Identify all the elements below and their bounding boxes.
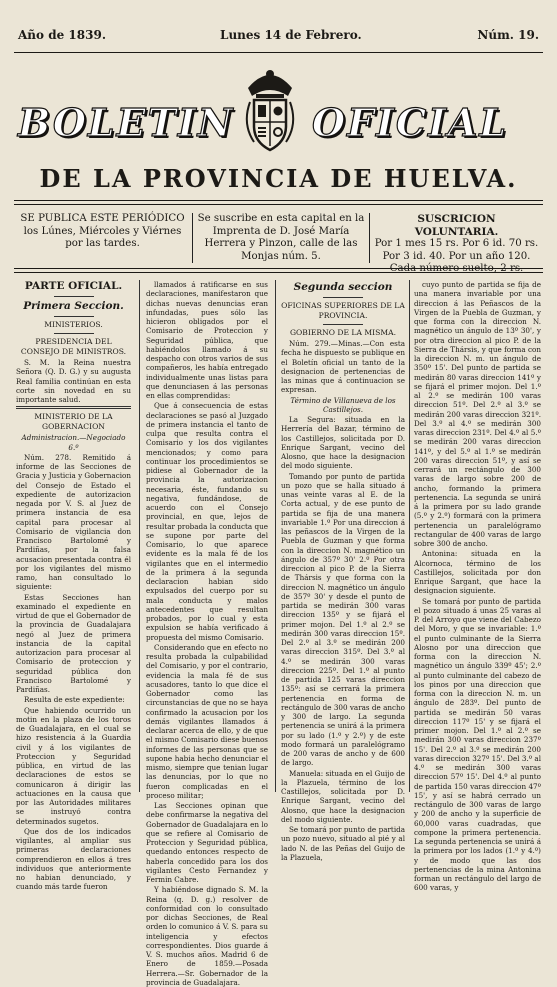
section-heading-second: Segunda seccion: [293, 281, 393, 293]
header-rule: [14, 52, 543, 53]
paragraph: Se tomará por punto de partida el pozo situado á unas 25 varas al P. del Arroyo que viene del Cabezo del Moro, y que se invariable: 1.º el punto culminante de la Sierra Alosno por una direccion que forma con la direccion N. magnético un ángulo 339º 45'; 2.º al punto culminante del cabezo de los pinos por una direccion que forma con la direccion N. m. un ángulo de 283º. Del punto de partida se medirán 50 varas direccion 117º 15' y se fijará el primer mojon. Del 1.º al 2.º se medirán 300 varas direccion 237º 15'. Del 2.º al 3.º se medirán 200 varas direccion 327º 15'. Del 3.º al 4.º se medirán 300 varas direccion 57º 15'. Del 4.º al punto de partida 150 varas direccion 47º 15', y así se habrá cerrado un rectángulo de 300 varas de largo y 200 de ancho y la superficie de 60,000 varas cuadradas, que compone la primera pertenencia. La segunda pertenencia se unirá á la primera por los lados (1.º y 4.º) y de modo que las dos pertenencias de la mina Antonina forman un rectángulo del largo de 600 varas, y: [414, 596, 541, 893]
divider: [16, 406, 131, 409]
masthead-rule-bottom: [14, 204, 543, 205]
masthead-title: [12, 100, 545, 146]
paragraph: Resulta de este expediente:: [24, 695, 125, 705]
divider: [323, 324, 363, 325]
column-divider: [275, 280, 276, 792]
paragraph: Se tomará por punto de partida un pozo nuevo, situado al pié y al lado N. de las Peñas del Guijo de la Plazuela,: [281, 825, 405, 862]
paragraph: Y habiéndose dignado S. M. la Reina (q. D. g.) resolver de conformidad con lo consultado por dichas Secciones, de Real orden lo comunico á V. S. para su inteligencia y efectos correspondientes. Dios guarde á V. S. muchos años. Madrid 6 de Enero de 1859.—Posada Herrera.—Sr. Gobernador de la provincia de Guadalajara.: [146, 885, 268, 987]
paragraph: Estas Secciones han examinado el expediente en virtud de que el Gobernador de la provincia de Guadalajara negó al Juez de primera instancia de la capital autorizacion para procesar al Comisario de proteccion y seguridad pública don Francisco Bartolomé y Pardiñas.: [16, 592, 131, 694]
masthead-rule-top: [14, 200, 543, 201]
heading-government: GOBIERNO DE LA MISMA.: [289, 328, 397, 337]
article-column-3: [281, 280, 405, 862]
divider: [323, 297, 363, 298]
column-divider: [409, 280, 410, 792]
paragraph: La Segura: situada en la Herrería del Bazar, término de los Castillejos, solicitada por D. Enrique Sargant, vecino del Alosno, que hace la designacion del modo siguiente.: [281, 415, 405, 471]
masthead-subtitle: DE LA PROVINCIA DE HUELVA.: [39, 164, 518, 193]
subscription-heading: SUSCRICION VOLUNTARIA.: [414, 213, 499, 238]
heading-presidency: PRESIDENCIA DEL CONSEJO DE MINISTROS.: [20, 337, 127, 356]
dateline: [18, 28, 539, 48]
paragraph: llamados á ratificarse en sus declaraciones, manifestaron que dichas nuevas denuncias eran infundadas, pues sólo las hicieron obligados por el Comisario de Proteccion y Seguridad pública, que habiéndolos llamado á su despacho con otros varios de sus compañeros, les había entregado individualmente unas listas para que denunciasen á las personas en ellas comprendidas:: [146, 280, 268, 400]
paragraph: Núm. 278. Remitido á informe de las Secciones de Gracia y Justicia y Gobernacion del Consejo de Estado el expediente de autorizacion negada por V. S. al Juez de primera instancia de esa capital para procesar al Comisario de vigilancia don Francisco Bartolomé y Pardiñas, por la falsa acusacion presentada contra él por los vigilantes del mismo ramo, han consultado lo siguiente:: [16, 452, 131, 592]
price-row-1: Por 1 mes 15 rs. Por 6 id. 70 rs.: [374, 238, 539, 250]
paragraph: S. M. la Reina nuestra Señora (Q. D. G.) y su augusta Real familia continúan en esta corte sin novedad en su importante salud.: [16, 358, 131, 404]
masthead-word-oficial: OFICIAL: [312, 100, 509, 145]
article-column-2: [146, 280, 268, 987]
paragraph: Las Secciones opinan que debe confirmarse la negativa del Gobernador de Guadalajara en lo que se refiere al Comisario de Proteccion y Seguridad pública, quedando entonces respecto de haberla concedido para los dos vigilantes Cesto Fernandez y Fermin Cabre.: [146, 801, 268, 884]
divider: [54, 316, 94, 317]
heading-ministries: MINISTERIOS.: [44, 320, 103, 329]
paragraph: Considerando que en efecto no resulta probada la culpabilidad del Comisario, y por el contrario, evidencia la mala fé de sus acusadores, tanto lo que dice el Gobernador como las circunstancias de que no se haya confirmado la acusacion por los demás vigilantes llamados á declarar acerca de ello, y de que el mismo Comisario diese buenos informes de las personas que se supone habia hecho denunciar el mismo, siempre que tenian lugar las denuncias, por lo que no fueron complicadas en el proceso militar;: [146, 642, 268, 800]
body-rule-bottom: [14, 272, 543, 273]
single-issue-price: Cada número suelto, 2 rs.: [389, 263, 524, 275]
heading-municipality: Término de Villanueva de los Castillejos.: [290, 395, 396, 414]
section-heading-first: Primera Seccion.: [23, 300, 124, 312]
masthead-word-boletin: BOLETIN: [18, 100, 235, 145]
paragraph: cuyo punto de partida se fija de una manera invariable por una direccion á las Peñascos de la Virgen de la Puebla de Guzman, y que forma con la direccion N. magnético un ángulo de 13º 30', y por otra direccion al pico P. de la Sierra de Thársis, y que forma con la direccion N. m. un ángulo de 350º 15'. Del punto de partida se medirán 80 varas direccion 141º y se fijará el primer mojon. Del 1.º al 2.º se medirán 100 varas direccion 51º. Del 2.º al 3.º se medirán 200 varas direccion 321º. Del 3.º al 4.º se medirán 300 varas direccion 231º. Del 4.º al 5.º se medirán 200 varas direccion 141º, y del 5.º al 1.º se medirán 200 varas direccion 51º, y así se cerrará un rectángulo de 300 varas de largo sobre 200 de ancho, formando la primera pertenencia. La segunda se unirá á la primera por su lado grande (5.º y 2.º) formará con la primera pertenencia un paralelógramo rectangular de 400 varas de largo sobre 300 de ancho.: [414, 280, 541, 548]
publication-schedule: SE PUBLICA ESTE PERIÓDICO los Lúnes, Miércoles y Viérnes por las tardes.: [20, 213, 185, 250]
article-column-1: [16, 280, 131, 892]
paragraph: Que á consecuencia de estas declaraciones se pasó al Juzgado de primera instancia el tanto de culpa que resulta contra el Comisario y los dos vigilantes mencionados; y como para continuar los procedimientos se pidiese al Gobernador de la provincia la autorizacion necesaria, éste, fundando su negativa, fundándose, de acuerdo con el Consejo provincial, en que, lejos de resultar probada la conducta que se supone por parte del Comisario, lo que aparece evidente es la mala fé de los vigilantes que en el intermedio de la primera á la segunda declaracion habian sido expulsados del cuerpo por su mala conducta y malos antecedentes que resultan probados, por lo cual y esta expulsion se había verificado á propuesta del mismo Comisario.: [146, 401, 268, 642]
issue-number: Núm. 19.: [477, 28, 539, 42]
subscription-office: Se suscribe en esta capital en la Imprenta de D. José María Herrera y Pinzon, calle de las Monjas núm. 5.: [192, 213, 370, 263]
body-rule-top: [14, 268, 543, 269]
divider: [54, 333, 94, 334]
paragraph: Antonina: situada en la Alcornoca, término de los Castillejos, solicitada por don Enrique Sargant, que hace la designacion siguiente.: [414, 549, 541, 596]
heading-administracion: Administracion.—Negociado 6.º: [21, 433, 126, 452]
subscription-prices: [374, 213, 539, 276]
heading-provincial-offices: OFICINAS SUPERIORES DE LA PROVINCIA.: [281, 301, 405, 320]
divider: [54, 296, 94, 297]
issue-date: Lunes 14 de Febrero.: [220, 28, 362, 42]
price-row-2: Por 3 id. 40. Por un año 120.: [382, 250, 531, 262]
section-heading-official: PARTE OFICIAL.: [24, 280, 123, 292]
paragraph: Que habiendo ocurrido un motin en la plaza de los toros de Guadalajara, en el cual se hizo resistencia á la Guardia civil y á los vigilantes de Proteccion y Seguridad pública, en virtud de las declaraciones de estos se comunicaron á dirigir las actuaciones en la causa que por las Autoridades militares se instruyó contra determinados sugetos.: [16, 705, 131, 826]
paragraph: Que dos de los indicados vigilantes, al ampliar sus primeras declaraciones comprendieron en ellos á tres individuos que anteriormente no habian denunciado, y cuando más tarde fueron: [16, 826, 131, 892]
column-divider: [139, 280, 140, 792]
paragraph: Tomando por punto de partida un pozo que se halla situado á unas veinte varas al E. de la Corta actual, y de ese punto de partida se fija de una manera invariable 1.º Por una direccion á las peñascos de la Virgen de la Puebla de Guzman y que forma con la direccion N. magnético un ángulo de 357º 30' 2.º Por otra direccion al pico P. de la Sierra de Thársis y que forma con la direccion N. magnético un ángulo de 357º 30' y desde el punto de partida se medirán 300 varas direccion 135º y se fijará el primer mojon. Del 1.º al 2.º se medirán 300 varas direccion 15º. Del 2.º al 3.º se medirán 200 varas direccion 315º. Del 3.º al 4.º se medirán 300 varas direccion 225º. Del 1.º al punto de partida 125 varas direccion 135º: así se cerrará la primera pertenencia en forma de rectángulo de 300 varas de ancho y 300 de largo. La segunda pertenencia se unirá á la primera por su lado (1.º y 2.º) y de este modo formará un paralelógramo de 200 varas de ancho y de 600 de largo.: [281, 471, 405, 768]
heading-ministry-gobernacion: MINISTERIO DE LA GOBERNACION: [34, 412, 113, 432]
paragraph: Manuela: situada en el Guijo de la Plazuela, término de los Castillejos, solicitada por D. Enrique Sargant, vecino del Alosno, que hace la designacion del modo siguiente.: [281, 768, 405, 824]
paragraph: Núm. 279.—Minas.—Con esta fecha he dispuesto se publique en el Boletín oficial un tanto de la designacion de pertenencias de las minas que á continuacion se expresan.: [281, 339, 405, 395]
article-column-4: [414, 280, 541, 893]
issue-year: Año de 1839.: [18, 28, 106, 42]
